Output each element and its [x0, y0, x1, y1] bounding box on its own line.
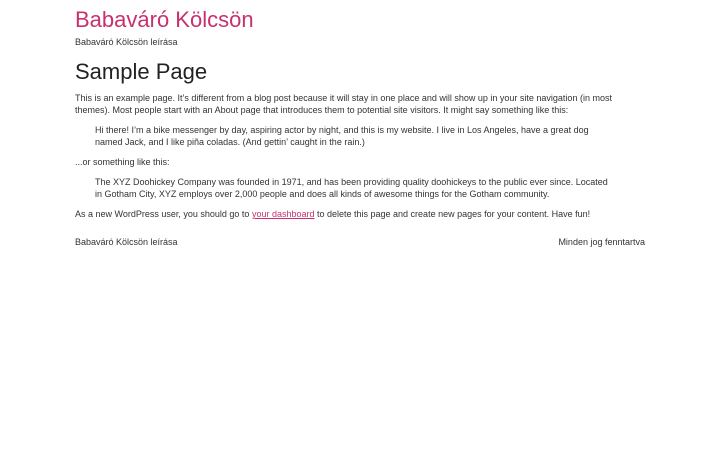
page-title: Sample Page — [75, 59, 208, 84]
closing-paragraph — [75, 208, 645, 220]
intro-paragraph: This is an example page. It’s different from a blog post because it will stay in one place and will show up in your site navigation (in most themes). Most people start with an About page that introduces them to potential site visitors. It might say something like this: — [75, 93, 612, 115]
dashboard-link[interactable]: your dashboard — [251, 209, 315, 219]
footer-copyright: Minden jog fenntartva — [558, 237, 645, 247]
blockquote-company: The XYZ Doohickey Company was founded in 1971, and has been providing quality doohickeys to the public ever since. Located in Gotham City, XYZ employs over 2,000 people and does all kinds of awesome things for the Gotham community. — [95, 177, 608, 199]
footer-description: Babaváró Kölcsön leírása — [75, 237, 178, 247]
site-title-link[interactable]: Babaváró Kölcsön — [75, 7, 254, 32]
or-paragraph: ...or something like this: — [75, 157, 170, 167]
closing-text-after: to delete this page and create new pages for your content. Have fun! — [314, 209, 591, 219]
blockquote-personal: Hi there! I’m a bike messenger by day, aspiring actor by night, and this is my website. I live in Los Angeles, have a great dog named Jack, and I like piña coladas. (And gettin’ caught in the rain.) — [95, 125, 589, 147]
site-description: Babaváró Kölcsön leírása — [75, 37, 178, 47]
closing-text-before: As a new WordPress user, you should go to — [75, 209, 252, 219]
